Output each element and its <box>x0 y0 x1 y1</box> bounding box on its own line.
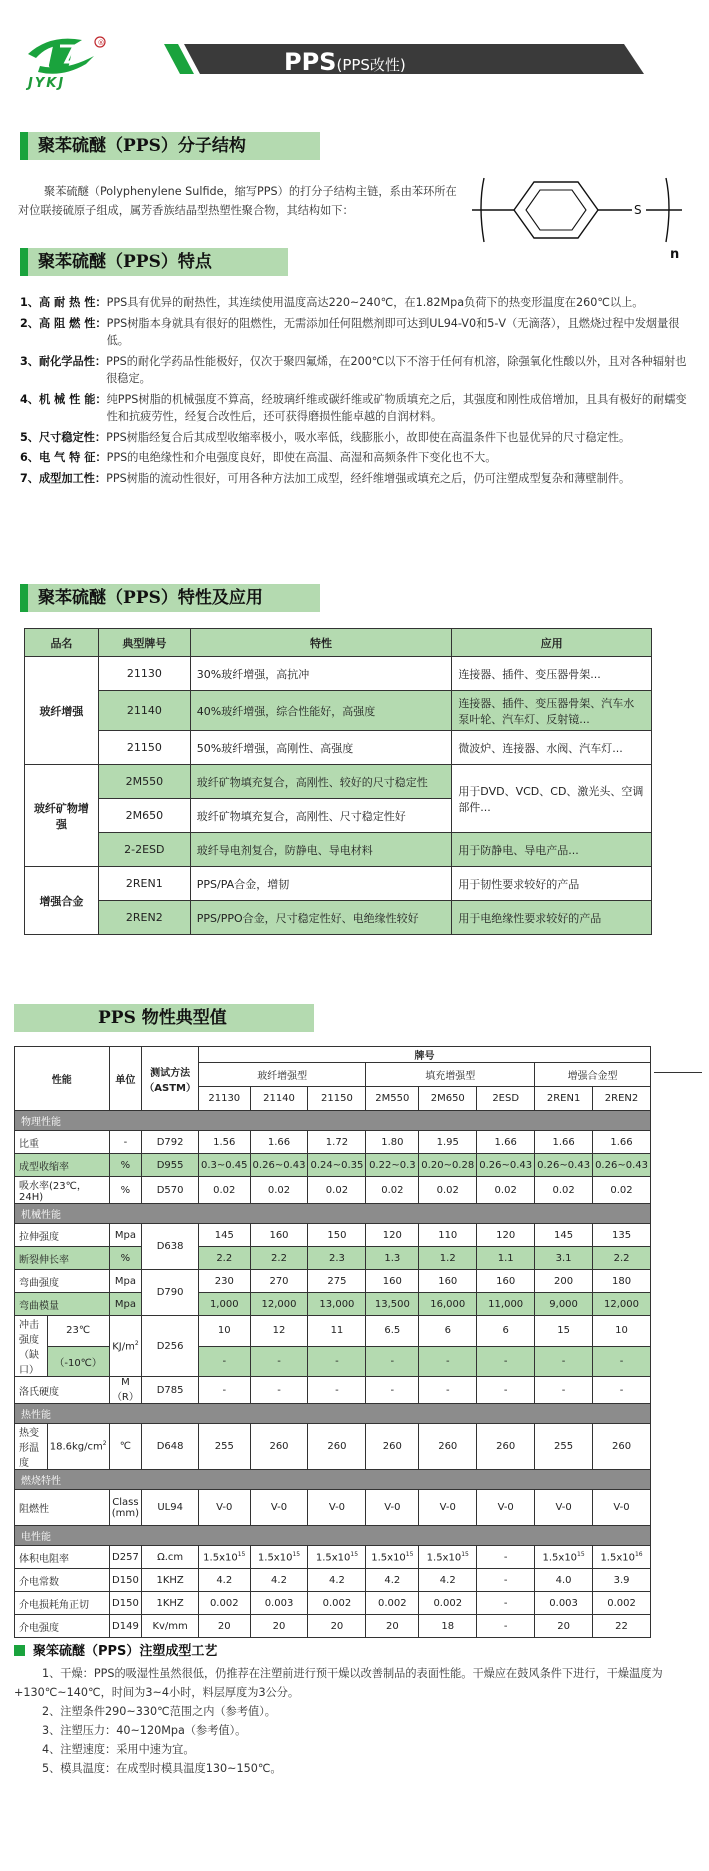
grade-header: 2REN2 <box>593 1087 651 1111</box>
grade-cell: 2M650 <box>98 799 190 833</box>
value-cell: 12 <box>250 1316 308 1347</box>
value-cell: - <box>198 1346 250 1377</box>
value-cell: 20 <box>366 1615 419 1638</box>
value-cell: - <box>198 1377 250 1404</box>
value-cell: 260 <box>477 1424 535 1470</box>
value-cell: 0.02 <box>250 1177 308 1204</box>
unit-cell: % <box>109 1247 142 1270</box>
value-cell: 150 <box>308 1224 366 1247</box>
value-cell: 1.72 <box>308 1131 366 1154</box>
value-cell: 255 <box>198 1424 250 1470</box>
value-cell: 0.002 <box>366 1592 419 1615</box>
value-cell: V-0 <box>250 1490 308 1526</box>
value-cell: 200 <box>535 1270 593 1293</box>
value-cell: V-0 <box>419 1490 477 1526</box>
value-cell: 260 <box>250 1424 308 1470</box>
value-cell: 1.66 <box>477 1131 535 1154</box>
value-cell: 4.2 <box>308 1569 366 1592</box>
value-cell: 0.26~0.43 <box>250 1154 308 1177</box>
process-steps <box>14 1664 674 1778</box>
table-row <box>15 1316 651 1347</box>
value-cell: 6 <box>419 1316 477 1347</box>
value-cell: - <box>593 1377 651 1404</box>
value-cell: 1.66 <box>535 1131 593 1154</box>
column-header: 特性 <box>190 629 452 657</box>
value-cell: 4.2 <box>250 1569 308 1592</box>
value-cell: 255 <box>535 1424 593 1470</box>
property-cell: 玻纤矿物填充复合，高刚性、较好的尺寸稳定性 <box>190 765 452 799</box>
value-cell: 0.02 <box>593 1177 651 1204</box>
method-cell: D150 <box>109 1569 142 1592</box>
grade-cell: 21150 <box>98 731 190 765</box>
value-cell: 260 <box>366 1424 419 1470</box>
value-cell: 2.3 <box>308 1247 366 1270</box>
feature-key: 3、耐化学品性： <box>20 354 107 368</box>
value-cell: 13,000 <box>308 1293 366 1316</box>
process-step: 4、注塑速度：采用中速为宜。 <box>42 1743 195 1756</box>
value-cell: 0.02 <box>308 1177 366 1204</box>
table-row <box>15 1592 651 1615</box>
value-cell: 135 <box>593 1224 651 1247</box>
value-cell: 160 <box>250 1224 308 1247</box>
grade-cell: 2REN2 <box>98 901 190 935</box>
value-cell: 11,000 <box>477 1293 535 1316</box>
value-cell: $1.5x10^{15}$ <box>366 1546 419 1569</box>
table-row <box>25 833 652 867</box>
table-header-row <box>15 1047 651 1063</box>
application-cell: 连接器、插件、变压器骨架、汽车水泵叶轮、汽车灯、反射镜... <box>452 691 652 731</box>
value-cell: $1.5x10^{15}$ <box>419 1546 477 1569</box>
page-title: PPS(PPS改性) <box>284 48 406 76</box>
group-cell: 玻纤矿物增强 <box>25 765 99 867</box>
value-cell: - <box>366 1377 419 1404</box>
grade-header: 21140 <box>250 1087 308 1111</box>
svg-text:®: ® <box>97 39 105 47</box>
value-cell: 1.80 <box>366 1131 419 1154</box>
value-cell: 145 <box>198 1224 250 1247</box>
unit-cell: Mpa <box>109 1270 142 1293</box>
value-cell: - <box>308 1377 366 1404</box>
section-applications-heading: 聚苯硫醚（PPS）特性及应用 <box>20 584 320 612</box>
value-cell: - <box>477 1569 535 1592</box>
category-row <box>15 1526 651 1546</box>
property-cell: PPS/PPO合金，尺寸稳定性好、电绝缘性较好 <box>190 901 452 935</box>
property-cell: PPS/PA合金，增韧 <box>190 867 452 901</box>
table-row <box>25 731 652 765</box>
feature-key: 6、电 气 特 征： <box>20 451 107 464</box>
value-cell: 0.003 <box>250 1592 308 1615</box>
value-cell: 4.2 <box>198 1569 250 1592</box>
features-list <box>20 294 692 490</box>
property-name: 成型收缩率 <box>15 1154 110 1177</box>
value-cell: 1.1 <box>477 1247 535 1270</box>
method-cell: D570 <box>142 1177 199 1204</box>
table-row <box>15 1569 651 1592</box>
column-header: 典型牌号 <box>98 629 190 657</box>
table-row <box>25 765 652 799</box>
table-row <box>25 691 652 731</box>
group-cell: 玻纤增强 <box>25 657 99 765</box>
unit-cell: ℃ <box>109 1424 142 1470</box>
value-cell: 0.26~0.43 <box>535 1154 593 1177</box>
property-name: 热变形温度 <box>15 1424 48 1470</box>
feature-text: PPS树脂经复合后其成型收缩率极小，吸水率低，线膨胀小，故即使在高温条件下也显优异的尺寸稳定性。 <box>106 430 631 444</box>
value-cell: 20 <box>250 1615 308 1638</box>
property-name: 断裂伸长率 <box>15 1247 110 1270</box>
unit-cell: Kv/mm <box>142 1615 199 1638</box>
value-cell: - <box>477 1615 535 1638</box>
value-cell: 4.2 <box>366 1569 419 1592</box>
value-cell: 10 <box>593 1316 651 1347</box>
grade-header: 2REN1 <box>535 1087 593 1111</box>
grade-header: 21130 <box>198 1087 250 1111</box>
group-cell: 增强合金 <box>25 867 99 935</box>
value-cell: 0.02 <box>535 1177 593 1204</box>
value-cell: - <box>477 1377 535 1404</box>
value-cell: - <box>477 1592 535 1615</box>
feature-item <box>20 449 692 467</box>
value-cell: 160 <box>366 1270 419 1293</box>
feature-key: 5、尺寸稳定性： <box>20 430 107 444</box>
value-cell: 1.3 <box>366 1247 419 1270</box>
feature-item <box>20 315 692 350</box>
value-cell: 160 <box>419 1270 477 1293</box>
value-cell: 20 <box>198 1615 250 1638</box>
value-cell: - <box>477 1546 535 1569</box>
table-row <box>15 1131 651 1154</box>
value-cell: 12,000 <box>593 1293 651 1316</box>
condition-cell: $18.6kg/cm^2$ <box>47 1424 109 1470</box>
category-row <box>15 1204 651 1224</box>
table-row <box>15 1424 651 1470</box>
value-cell: 0.02 <box>419 1177 477 1204</box>
group-header: 玻纤增强型 <box>198 1063 365 1087</box>
feature-key: 2、高 阻 燃 性： <box>20 316 107 330</box>
table-row <box>15 1270 651 1293</box>
feature-key: 1、高 耐 热 性： <box>20 296 107 309</box>
process-heading: 聚笨硫醚（PPS）注塑成型工艺 <box>14 1640 217 1659</box>
value-cell: $1.5x10^{15}$ <box>308 1546 366 1569</box>
property-name: 比重 <box>15 1131 110 1154</box>
unit-cell: Mpa <box>109 1224 142 1247</box>
value-cell: 260 <box>419 1424 477 1470</box>
pps-structure-diagram <box>470 168 685 260</box>
method-cell: D256 <box>142 1316 199 1377</box>
value-cell: - <box>477 1346 535 1377</box>
value-cell: 180 <box>593 1270 651 1293</box>
method-cell: D785 <box>142 1377 199 1404</box>
table-row <box>15 1615 651 1638</box>
value-cell: V-0 <box>308 1490 366 1526</box>
value-cell: 1.66 <box>250 1131 308 1154</box>
feature-text: PPS的耐化学药品性能极好，仅次于聚四氟烯，在200℃以下不溶于任何有机溶，除强氧化性酸以外，且对各种辐射也很稳定。 <box>106 354 687 385</box>
value-cell: 15 <box>535 1316 593 1347</box>
process-step: 3、注塑压力：40~120Mpa（参考值）。 <box>42 1724 247 1737</box>
process-step: 1、干燥：PPS的吸湿性虽然很低，仍推荐在注塑前进行预干燥以改善制品的表面性能。干燥应在鼓风条件下进行，干燥温度为+130℃~140℃，时间为3~4小时，料层厚度为3公分。 <box>14 1667 663 1699</box>
column-header: 单位 <box>109 1047 142 1111</box>
table-row <box>15 1177 651 1204</box>
value-cell: - <box>593 1346 651 1377</box>
value-cell: - <box>308 1346 366 1377</box>
method-cell: D150 <box>109 1592 142 1615</box>
value-cell: 160 <box>477 1270 535 1293</box>
intro-text: 聚苯硫醚（Polyphenylene Sulfide，缩写PPS）的打分子结构主链，系由苯环所在对位联接硫原子组成，属芳香族结晶型热塑性聚合物，其结构如下： <box>18 185 457 217</box>
value-cell: 1.2 <box>419 1247 477 1270</box>
property-name: 弯曲强度 <box>15 1270 110 1293</box>
feature-text: PPS树脂的流动性很好，可用各种方法加工成型，经纤维增强或填充之后，仍可注塑成型复杂和薄壁制件。 <box>106 471 631 485</box>
value-cell: 0.24~0.35 <box>308 1154 366 1177</box>
feature-item <box>20 391 692 426</box>
value-cell: - <box>419 1346 477 1377</box>
grade-header: 21150 <box>308 1087 366 1111</box>
value-cell: 1.56 <box>198 1131 250 1154</box>
section-typical-heading: PPS 物性典型值 <box>14 1004 314 1032</box>
value-cell: 0.26~0.43 <box>593 1154 651 1177</box>
table-row <box>15 1377 651 1404</box>
table-row <box>15 1154 651 1177</box>
value-cell: V-0 <box>477 1490 535 1526</box>
application-cell: 连接器、插件、变压器骨架... <box>452 657 652 691</box>
value-cell: 3.9 <box>593 1569 651 1592</box>
application-cell: 微波炉、连接器、水阀、汽车灯... <box>452 731 652 765</box>
value-cell: 1.66 <box>593 1131 651 1154</box>
grade-header: 2M550 <box>366 1087 419 1111</box>
category-row <box>15 1111 651 1131</box>
application-cell: 用于DVD、VCD、CD、激光头、空调部件... <box>452 765 652 833</box>
value-cell: 20 <box>535 1615 593 1638</box>
bullet-square-icon <box>14 1645 25 1656</box>
table-row <box>15 1247 651 1270</box>
unit-cell: M（R） <box>109 1377 142 1404</box>
condition-cell: 23℃ <box>47 1316 109 1347</box>
table-row <box>15 1490 651 1526</box>
page-header <box>0 26 709 96</box>
category-row <box>15 1470 651 1490</box>
value-cell: 0.002 <box>593 1592 651 1615</box>
value-cell: 10 <box>198 1316 250 1347</box>
process-step: 2、注塑条件290~330℃范围之内（参考值）。 <box>42 1705 276 1718</box>
property-cell: 玻纤导电剂复合，防静电、导电材料 <box>190 833 452 867</box>
value-cell: 0.002 <box>198 1592 250 1615</box>
property-name: 拉伸强度 <box>15 1224 110 1247</box>
property-name: 弯曲模量 <box>15 1293 110 1316</box>
value-cell: 1.95 <box>419 1131 477 1154</box>
table-row <box>25 867 652 901</box>
value-cell: 0.003 <box>535 1592 593 1615</box>
grade-cell: 2-2ESD <box>98 833 190 867</box>
unit-cell: % <box>109 1177 142 1204</box>
section-structure-heading: 聚苯硫醚（PPS）分子结构 <box>20 132 320 160</box>
value-cell: 0.26~0.43 <box>477 1154 535 1177</box>
section-features-heading: 聚苯硫醚（PPS）特点 <box>20 248 288 276</box>
unit-cell: Ω.cm <box>142 1546 199 1569</box>
feature-item <box>20 294 692 312</box>
method-cell: D792 <box>142 1131 199 1154</box>
property-name: 吸水率(23℃，24H) <box>15 1177 110 1204</box>
table-row <box>25 901 652 935</box>
property-cell: 玻纤矿物填充复合，高刚性、尺寸稳定性好 <box>190 799 452 833</box>
property-name: 介电常数 <box>15 1569 110 1592</box>
unit-cell: - <box>109 1131 142 1154</box>
method-cell: D638 <box>142 1224 199 1270</box>
value-cell: - <box>250 1346 308 1377</box>
feature-key: 7、成型加工性： <box>20 471 107 485</box>
value-cell: 0.02 <box>198 1177 250 1204</box>
process-step: 5、模具温度：在成型时模具温度130~150℃。 <box>42 1762 282 1775</box>
value-cell: $1.5x10^{15}$ <box>250 1546 308 1569</box>
value-cell: 9,000 <box>535 1293 593 1316</box>
unit-cell: % <box>109 1154 142 1177</box>
value-cell: $1.5x10^{16}$ <box>593 1546 651 1569</box>
grade-header: 2M650 <box>419 1087 477 1111</box>
value-cell: 2.2 <box>593 1247 651 1270</box>
value-cell: V-0 <box>535 1490 593 1526</box>
value-cell: V-0 <box>198 1490 250 1526</box>
value-cell: 12,000 <box>250 1293 308 1316</box>
value-cell: 3.1 <box>535 1247 593 1270</box>
unit-cell: $KJ/m^2$ <box>109 1316 142 1377</box>
category-row <box>15 1404 651 1424</box>
value-cell: 275 <box>308 1270 366 1293</box>
unit-cell: Mpa <box>109 1293 142 1316</box>
value-cell: 0.02 <box>477 1177 535 1204</box>
category-label: 燃烧特性 <box>15 1470 651 1490</box>
table-row <box>15 1293 651 1316</box>
table-row <box>15 1224 651 1247</box>
feature-item <box>20 429 692 447</box>
feature-item <box>20 470 692 488</box>
group-header: 填充增强型 <box>366 1063 535 1087</box>
value-cell: V-0 <box>366 1490 419 1526</box>
property-cell: 40%玻纤增强，综合性能好，高强度 <box>190 691 452 731</box>
feature-text: PPS树脂本身就具有很好的阻燃性，无需添加任何阻燃剂即可达到UL94-V0和5-V（无滴落），且燃烧过程中发烟量很低。 <box>106 316 680 347</box>
value-cell: 110 <box>419 1224 477 1247</box>
value-cell: 16,000 <box>419 1293 477 1316</box>
value-cell: 0.002 <box>419 1592 477 1615</box>
feature-text: PPS的电绝缘性和介电强度良好，即使在高温、高湿和高频条件下变化也不大。 <box>106 451 497 464</box>
category-label: 机械性能 <box>15 1204 651 1224</box>
value-cell: 120 <box>366 1224 419 1247</box>
value-cell: 22 <box>593 1615 651 1638</box>
properties-table <box>14 1046 651 1638</box>
value-cell: 270 <box>250 1270 308 1293</box>
svg-text:S: S <box>634 203 642 217</box>
application-cell: 用于防静电、导电产品... <box>452 833 652 867</box>
value-cell: 2.2 <box>198 1247 250 1270</box>
grade-cell: 21130 <box>98 657 190 691</box>
property-name: 阻燃性 <box>15 1490 110 1526</box>
property-name: 洛氏硬度 <box>15 1377 110 1404</box>
method-cell: D257 <box>109 1546 142 1569</box>
category-label: 热性能 <box>15 1404 651 1424</box>
column-header: 测试方法（ASTM） <box>142 1047 199 1111</box>
value-cell: 4.2 <box>419 1569 477 1592</box>
grade-cell: 2REN1 <box>98 867 190 901</box>
table-row <box>25 657 652 691</box>
value-cell: 0.22~0.3 <box>366 1154 419 1177</box>
feature-key: 4、机 械 性 能： <box>20 392 107 406</box>
property-name: 介电损耗角正切 <box>15 1592 110 1615</box>
method-cell: D149 <box>109 1615 142 1638</box>
divider <box>654 1072 702 1073</box>
value-cell: 0.002 <box>308 1592 366 1615</box>
value-cell: V-0 <box>593 1490 651 1526</box>
method-cell: UL94 <box>142 1490 199 1526</box>
grade-header: 2ESD <box>477 1087 535 1111</box>
value-cell: - <box>535 1346 593 1377</box>
value-cell: 6 <box>477 1316 535 1347</box>
value-cell: 0.02 <box>366 1177 419 1204</box>
category-label: 物理性能 <box>15 1111 651 1131</box>
value-cell: 1,000 <box>198 1293 250 1316</box>
table-header-row <box>25 629 652 657</box>
method-cell: D790 <box>142 1270 199 1316</box>
value-cell: 260 <box>308 1424 366 1470</box>
table-row <box>15 1546 651 1569</box>
application-cell: 用于韧性要求较好的产品 <box>452 867 652 901</box>
value-cell: - <box>419 1377 477 1404</box>
value-cell: 20 <box>308 1615 366 1638</box>
svg-text:n: n <box>670 247 680 260</box>
feature-item <box>20 353 692 388</box>
value-cell: 230 <box>198 1270 250 1293</box>
applications-table <box>24 628 652 935</box>
method-cell: D648 <box>142 1424 199 1470</box>
value-cell: 0.20~0.28 <box>419 1154 477 1177</box>
column-header: 品名 <box>25 629 99 657</box>
value-cell: 4.0 <box>535 1569 593 1592</box>
column-header: 应用 <box>452 629 652 657</box>
unit-cell: Class (mm) <box>109 1490 142 1526</box>
property-name: 体积电阻率 <box>15 1546 110 1569</box>
condition-cell: （-10℃） <box>47 1346 109 1377</box>
value-cell: 6.5 <box>366 1316 419 1347</box>
property-cell: 30%玻纤增强，高抗冲 <box>190 657 452 691</box>
value-cell: $1.5x10^{15}$ <box>198 1546 250 1569</box>
column-header: 性能 <box>15 1047 110 1111</box>
application-cell: 用于电绝缘性要求较好的产品 <box>452 901 652 935</box>
grade-cell: 21140 <box>98 691 190 731</box>
unit-cell: 1KHZ <box>142 1592 199 1615</box>
value-cell: $1.5x10^{15}$ <box>535 1546 593 1569</box>
feature-text: 纯PPS树脂的机械强度不算高，经玻璃纤维或碳纤维或矿物质填充之后，其强度和刚性成倍增加，且具有极好的耐蠕变性和抗疲劳性，经复合改性后，还可获得磨损性能卓越的自润材料。 <box>106 392 687 423</box>
value-cell: 11 <box>308 1316 366 1347</box>
method-cell: D955 <box>142 1154 199 1177</box>
value-cell: - <box>250 1377 308 1404</box>
unit-cell: 1KHZ <box>142 1569 199 1592</box>
group-header: 增强合金型 <box>535 1063 651 1087</box>
value-cell: 145 <box>535 1224 593 1247</box>
value-cell: - <box>366 1346 419 1377</box>
value-cell: - <box>535 1377 593 1404</box>
value-cell: 2.2 <box>250 1247 308 1270</box>
value-cell: 18 <box>419 1615 477 1638</box>
property-name: 冲击强度（缺口） <box>15 1316 48 1377</box>
value-cell: 120 <box>477 1224 535 1247</box>
category-label: 电性能 <box>15 1526 651 1546</box>
value-cell: 260 <box>593 1424 651 1470</box>
feature-text: PPS具有优异的耐热性，其连续使用温度高达220~240℃，在1.82Mpa负荷下的热变形温度在260℃以上。 <box>106 296 644 309</box>
property-cell: 50%玻纤增强，高刚性、高强度 <box>190 731 452 765</box>
logo-text: JYKJ <box>28 76 66 91</box>
grade-cell: 2M550 <box>98 765 190 799</box>
value-cell: 0.3~0.45 <box>198 1154 250 1177</box>
column-header: 牌号 <box>198 1047 650 1063</box>
value-cell: 13,500 <box>366 1293 419 1316</box>
property-name: 介电强度 <box>15 1615 110 1638</box>
